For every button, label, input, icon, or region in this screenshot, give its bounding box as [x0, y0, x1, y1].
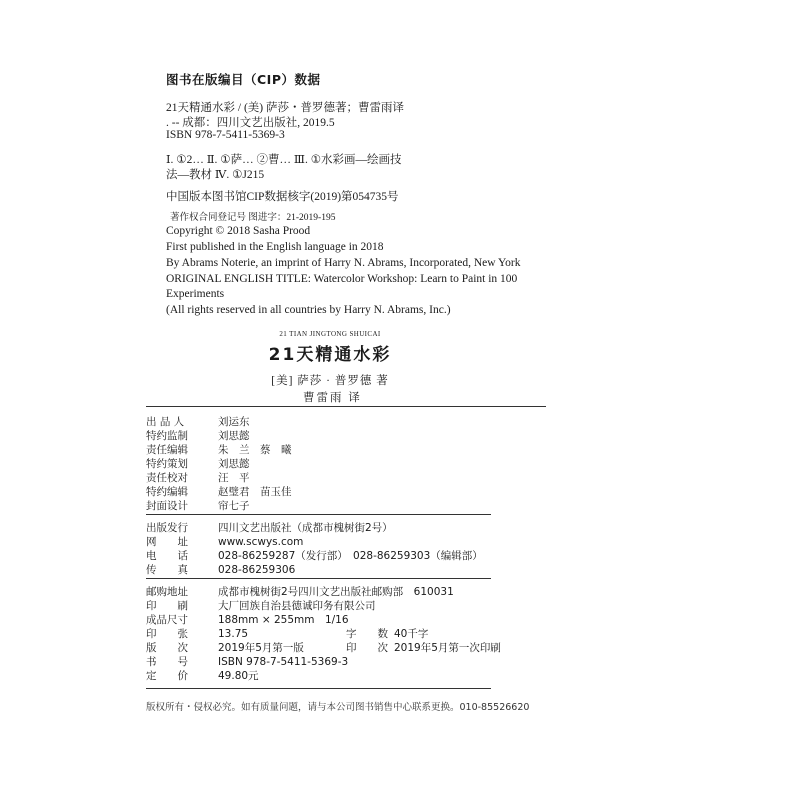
cip-classification-line-2: 法—教材 Ⅳ. ①J215	[166, 169, 265, 181]
cip-data-number: 中国版本图书馆CIP数据核字(2019)第054735号	[166, 191, 399, 203]
cip-title-line: 21天精通水彩 / (美) 萨莎・普罗德著；曹雷雨译	[166, 102, 404, 114]
cip-classification-line-1: Ⅰ. ①2… Ⅱ. ①萨… ②曹… Ⅲ. ①水彩画—绘画技	[166, 154, 402, 166]
spec-value: 2019年5月第一版	[218, 642, 304, 654]
credit-row	[146, 470, 250, 485]
credit-value: 赵璧君 苗玉佳	[218, 486, 292, 498]
publisher-label: 传 真	[146, 564, 188, 576]
credit-label: 出 品 人	[146, 416, 185, 428]
english-rights-line: (All rights reserved in all countries by Harry N. Abrams, Inc.)	[166, 304, 451, 316]
spec-value: 188mm × 255mm 1/16	[218, 614, 349, 626]
separator-publisher-top	[146, 514, 491, 515]
publisher-row	[146, 520, 393, 535]
spec-value: 13.75	[218, 628, 249, 640]
credit-row	[146, 456, 250, 471]
credit-label: 责任校对	[146, 472, 188, 484]
publisher-row	[146, 548, 483, 563]
publisher-label: 网 址	[146, 536, 188, 548]
english-imprint-line: By Abrams Noterie, an imprint of Harry N. Abrams, Incorporated, New York	[166, 257, 521, 269]
credit-label: 责任编辑	[146, 444, 188, 456]
separator-footer-top	[146, 688, 491, 689]
separator-specs-top	[146, 578, 491, 579]
english-original-title-cont: Experiments	[166, 288, 225, 300]
credit-row	[146, 428, 250, 443]
credit-label: 特约监制	[146, 430, 188, 442]
credit-row	[146, 484, 292, 499]
publisher-value: 四川文艺出版社（成都市槐树街2号）	[218, 522, 393, 534]
spec-label: 字 数	[346, 628, 388, 640]
spec-row	[146, 626, 428, 641]
credit-label: 封面设计	[146, 500, 188, 512]
publisher-row	[146, 534, 303, 549]
credit-label: 特约策划	[146, 458, 188, 470]
spec-label: 版 次	[146, 642, 188, 654]
translator-byline: 曹雷雨 译	[303, 392, 362, 404]
spec-label: 印 刷	[146, 600, 188, 612]
spec-label: 印 次	[346, 642, 388, 654]
spec-value: 大厂回族自治县德诚印务有限公司	[218, 600, 376, 612]
footer-notice: 版权所有・侵权必究。如有质量问题，请与本公司图书销售中心联系更换。010-85526620	[146, 702, 530, 713]
cip-publisher-line: . -- 成都：四川文艺出版社, 2019.5	[166, 117, 335, 129]
spec-row	[146, 584, 454, 599]
spec-value: 49.80元	[218, 670, 259, 682]
author-byline: [美] 萨莎 · 普罗德 著	[271, 375, 389, 387]
spec-label: 书 号	[146, 656, 188, 668]
spec-row	[146, 654, 348, 669]
english-original-title-line: ORIGINAL ENGLISH TITLE: Watercolor Workshop: Learn to Paint in 100	[166, 273, 518, 285]
credit-value: 刘运东	[218, 416, 250, 428]
credit-value: 刘思懿	[218, 430, 250, 442]
spec-row	[146, 598, 376, 613]
copyright-contract-number: 著作权合同登记号 图进字：21-2019-195	[170, 213, 336, 223]
publisher-value: www.scwys.com	[218, 536, 304, 548]
publisher-row	[146, 562, 295, 577]
credit-value: 帘七子	[218, 500, 250, 512]
spec-row	[146, 612, 349, 627]
credit-row	[146, 498, 250, 513]
credit-row	[146, 442, 292, 457]
spec-value: 2019年5月第一次印刷	[394, 642, 501, 654]
separator-credits-top	[146, 406, 546, 407]
spec-value: 成都市槐树街2号四川文艺出版社邮购部 610031	[218, 586, 454, 598]
publisher-value: 028-86259306	[218, 564, 296, 576]
spec-value: ISBN 978-7-5411-5369-3	[218, 656, 349, 668]
publisher-label: 电 话	[146, 550, 188, 562]
english-copyright-line: Copyright © 2018 Sasha Prood	[166, 225, 311, 237]
publisher-label: 出版发行	[146, 522, 188, 534]
spec-value: 40千字	[394, 628, 429, 640]
publisher-value: 028-86259287（发行部） 028-86259303（编辑部）	[218, 550, 483, 562]
cip-heading: 图书在版编目（CIP）数据	[166, 72, 321, 87]
credit-value: 朱 兰 蔡 曦	[218, 444, 292, 456]
credit-label: 特约编辑	[146, 486, 188, 498]
spec-row	[146, 668, 259, 683]
book-title: 21天精通水彩	[268, 345, 392, 365]
spec-label: 印 张	[146, 628, 188, 640]
spec-label: 定 价	[146, 670, 188, 682]
title-pinyin: 21 TIAN JINGTONG SHUICAI	[279, 330, 381, 338]
credit-value: 汪 平	[218, 472, 250, 484]
spec-label: 邮购地址	[146, 586, 188, 598]
credit-row	[146, 414, 250, 429]
english-first-published-line: First published in the English language in 2018	[166, 241, 384, 253]
credit-value: 刘思懿	[218, 458, 250, 470]
cip-isbn-line: ISBN 978-7-5411-5369-3	[166, 129, 285, 141]
spec-row	[146, 640, 501, 655]
spec-label: 成品尺寸	[146, 614, 188, 626]
